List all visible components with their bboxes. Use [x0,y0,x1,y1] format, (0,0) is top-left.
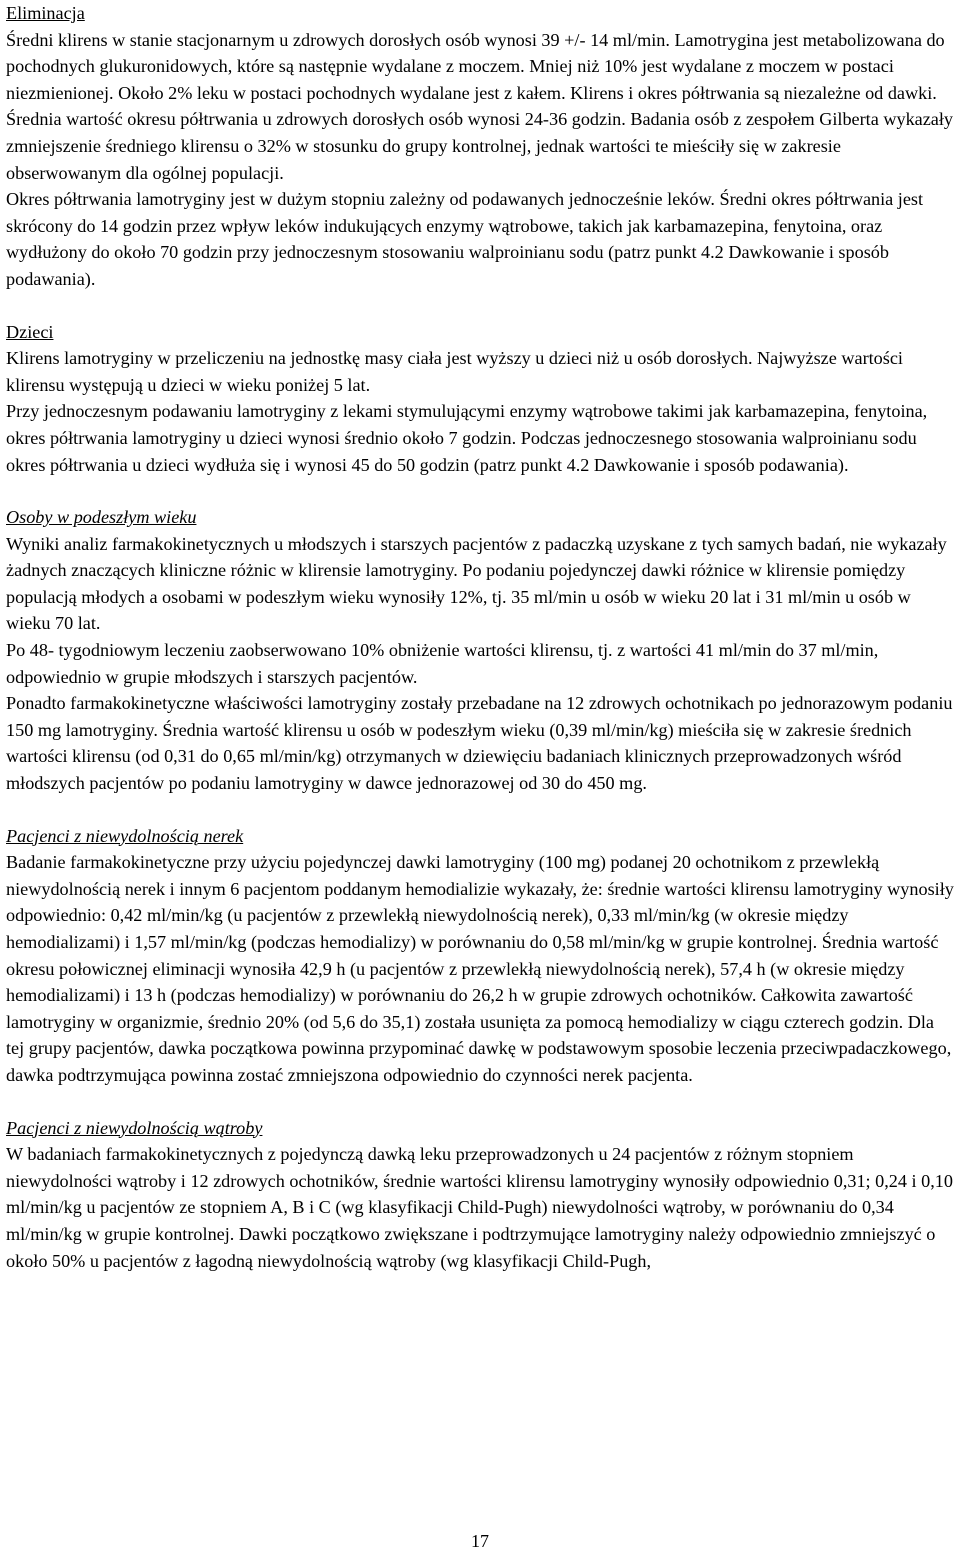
section-osoby-w-podeszlym-wieku [6,504,956,797]
section-spacer [6,293,956,319]
section-dzieci [6,319,956,479]
section-spacer [6,1089,956,1115]
section-heading-dzieci: Dzieci [6,321,54,342]
section-spacer [6,478,956,504]
paragraph: Okres półtrwania lamotryginy jest w dużym stopniu zależny od podawanych jednocześnie leków. Średni okres półtrwania jest skrócony do 14 godzin przez wpływ leków indukujących enzymy wątrobowe, takich jak karbamazepina, fenytoina, oraz wydłużony do około 70 godzin przy jednoczesnym stosowaniu walproinianu sodu (patrz punkt 4.2 Dawkowanie i sposób podawania). [6,189,924,289]
section-eliminacja [6,0,956,293]
paragraph: W badaniach farmakokinetycznych z pojedynczą dawką leku przeprowadzonych u 24 pacjentów z różnym stopniem niewydolności wątroby i 12 zdrowych ochotników, średnie wartości klirensu lamotryginy wynosiły odpowiednio 0,31; 0,24 i 0,10 ml/min/kg u pacjentów ze stopniem A, B i C (wg klasyfikacji Child-Pugh) niewydolności wątroby, w porównaniu do 0,34 ml/min/kg w grupie kontrolnej. Dawki początkowo zwiększane i podtrzymujące lamotryginy należy odpowiednio zmniejszyć o około 50% u pacjentów z łagodną niewydolnością wątroby (wg klasyfikacji Child-Pugh, [6,1144,953,1271]
paragraph: Badanie farmakokinetyczne przy użyciu pojedynczej dawki lamotryginy (100 mg) podanej 20 ochotnikom z przewlekłą niewydolnością nerek i innym 6 pacjentom poddanym hemodializie wykazały, że: średnie wartości klirensu lamotryginy wynosiły odpowiednio: 0,42 ml/min/kg (u pacjentów z przewlekłą niewydolnością nerek), 0,33 ml/min/kg (w okresie między hemodializami) i 1,57 ml/min/kg (podczas hemodializy) w porównaniu do 0,58 ml/min/kg w grupie kontrolnej. Średnia wartość okresu połowicznej eliminacji wynosiła 42,9 h (u pacjentów z przewlekłą niewydolnością nerek), 57,4 h (w okresie między hemodializami) i 13 h (podczas hemodializy) w porównaniu do 26,2 h w grupie zdrowych ochotników. Całkowita zawartość lamotryginy w organizmie, średnio 20% (od 5,6 do 35,1) została usunięta za pomocą hemodializy w ciągu czterech godzin. Dla tej grupy pacjentów, dawka początkowa powinna przypominać dawkę w podstawowym sposobie leczenia przeciwpadaczkowego, dawka podtrzymująca powinna zostać zmniejszona odpowiednio do czynności nerek pacjenta. [6,852,954,1085]
section-heading-hepatic: Pacjenci z niewydolnością wątroby [6,1117,263,1138]
paragraph: Wyniki analiz farmakokinetycznych u młodszych i starszych pacjentów z padaczką uzyskane z tych samych badań, nie wykazały żadnych znaczących kliniczne różnic w klirensie lamotryginy. Po podaniu pojedynczej dawki różnice w klirensie pomiędzy populacją młodych a osobami w podeszłym wieku wynosiły 12%, tj. 35 ml/min u osób w wieku 20 lat i 31 ml/min u osób w wieku 70 lat. [6,533,947,634]
page-number: 17 [471,1531,489,1551]
paragraph: Średni klirens w stanie stacjonarnym u zdrowych dorosłych osób wynosi 39 +/- 14 ml/min. Lamotrygina jest metabolizowana do pochodnych glukuronidowych, które są następnie wydalane z moczem. Mniej niż 10% jest wydalane z moczem w postaci niezmienionej. Około 2% leku w postaci pochodnych wydalane jest z kałem. Klirens i okres półtrwania są niezależne od dawki. Średnia wartość okresu półtrwania u zdrowych dorosłych osób wynosi 24-36 godzin. Badania osób z zespołem Gilberta wykazały zmniejszenie średniego klirensu o 32% w stosunku do grupy kontrolnej, jednak wartości te mieściły się w zakresie obserwowanym dla ogólnej populacji. [6,29,954,183]
section-heading-eliminacja: Eliminacja [6,3,85,23]
section-heading-renal: Pacjenci z niewydolnością nerek [6,825,244,846]
paragraph: Klirens lamotryginy w przeliczeniu na jednostkę masy ciała jest wyższy u dzieci niż u osób dorosłych. Najwyższe wartości klirensu występują u dzieci w wieku poniżej 5 lat. [6,348,903,395]
paragraph: Przy jednoczesnym podawaniu lamotryginy z lekami stymulującymi enzymy wątrobowe takimi jak karbamazepina, fenytoina, okres półtrwania lamotryginy u dzieci wynosi średnio około 7 godzin. Podczas jednoczesnego stosowania walproinianu sodu okres półtrwania u dzieci wydłuża się i wynosi 45 do 50 godzin (patrz punkt 4.2 Dawkowanie i sposób podawania). [6,401,928,475]
section-niewydolnosc-nerek [6,823,956,1089]
paragraph: Po 48- tygodniowym leczeniu zaobserwowano 10% obniżenie wartości klirensu, tj. z wartości 41 ml/min do 37 ml/min, odpowiednio w grupie młodszych i starszych pacjentów. [6,640,879,687]
paragraph: Ponadto farmakokinetyczne właściwości lamotryginy zostały przebadane na 12 zdrowych ochotnikach po jednorazowym podaniu 150 mg lamotryginy. Średnia wartość klirensu u osób w podeszłym wieku (0,39 ml/min/kg) mieściła się w zakresie średnich wartości klirensu (od 0,31 do 0,65 ml/min/kg) otrzymanych w dziewięciu badaniach klinicznych przeprowadzonych wśród młodszych pacjentów po podaniu lamotryginy w dawce jednorazowej od 30 do 450 mg. [6,693,953,794]
section-spacer [6,797,956,823]
section-heading-elderly: Osoby w podeszłym wieku [6,507,197,528]
section-niewydolnosc-watroby [6,1115,956,1275]
document-page [6,0,956,1274]
